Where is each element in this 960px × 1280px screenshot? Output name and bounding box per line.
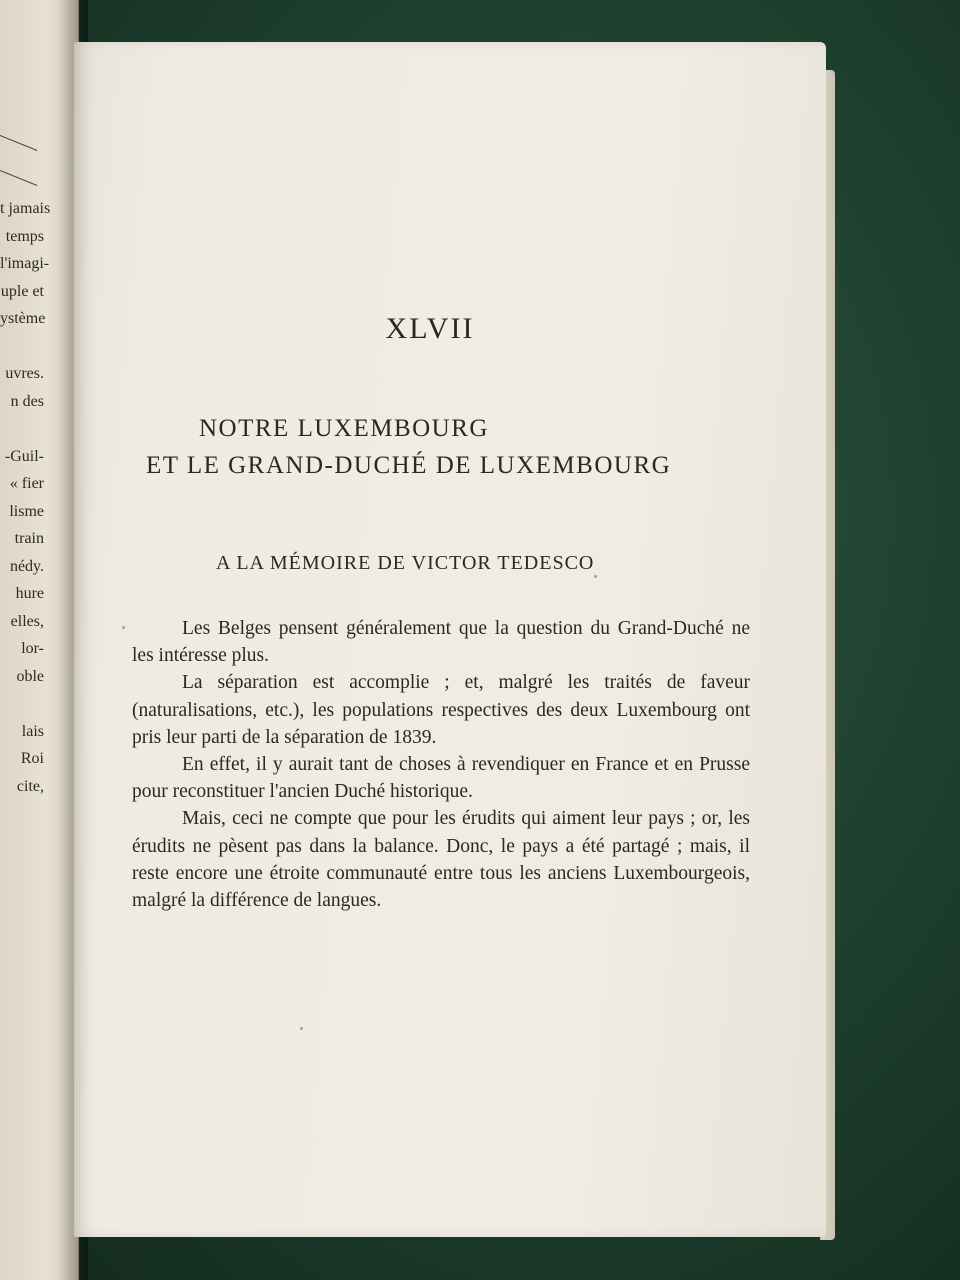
left-page-line [0, 415, 44, 443]
paragraph: Les Belges pensent généralement que la question du Grand-Duché ne les intéresse plus. [132, 618, 750, 667]
left-page-line: hure [15, 585, 44, 602]
dedication: A LA MÉMOIRE DE VICTOR TEDESCO [216, 552, 595, 574]
left-page-line: elles, [10, 612, 44, 630]
paragraph: La séparation est accomplie ; et, malgré les traités de faveur (naturalisations, etc.), les populations respectives des deux Luxembourg ont pris leur parti de la séparation de 1839. [132, 672, 750, 748]
left-page-line: ystème [0, 310, 46, 327]
left-page-rule [0, 170, 37, 186]
left-page-text [0, 195, 51, 800]
left-page-line: lisme [9, 502, 44, 520]
right-page [74, 42, 826, 1237]
left-page-line [0, 333, 44, 361]
paper-speck [594, 575, 597, 578]
left-page-line: uvres. [5, 365, 44, 382]
left-page-line: t jamais [0, 200, 51, 217]
paragraph: Mais, ceci ne compte que pour les érudits qui aiment leur pays ; or, les érudits ne pèsent pas dans la balance. Donc, le pays a été partagé ; mais, il reste encore une étroite communauté entre tous les anciens Luxembourgeois, malgré la différence de langues. [132, 808, 750, 912]
left-page-line: uple et [0, 282, 44, 300]
chapter-title-line-2: ET LE GRAND-DUCHÉ DE LUXEMBOURG [146, 452, 672, 479]
left-page-line: oble [16, 667, 44, 685]
left-page-line [0, 690, 44, 718]
left-page-line: n des [10, 392, 44, 410]
left-page-line: lais [21, 722, 44, 740]
paper-speck [300, 1027, 303, 1030]
left-page-line: « fier [9, 475, 44, 492]
left-page-line: l'imagi- [0, 255, 50, 272]
chapter-number: XLVII [385, 312, 475, 345]
left-page-line: -Guil- [4, 447, 44, 465]
left-page-line: lor- [21, 640, 44, 657]
left-page-rule [0, 135, 37, 151]
left-page-line: cite, [16, 777, 44, 795]
left-page-line: Roi [20, 750, 44, 767]
paragraph: En effet, il y aurait tant de choses à revendiquer en France et en Prusse pour reconstituer l'ancien Duché historique. [132, 754, 750, 803]
body-text [132, 615, 750, 914]
left-page-line: nédy. [9, 557, 44, 575]
left-page-line: train [14, 530, 44, 547]
left-page-line: temps [5, 227, 44, 245]
chapter-title-line-1: NOTRE LUXEMBOURG [199, 415, 489, 442]
paper-speck [122, 626, 125, 629]
